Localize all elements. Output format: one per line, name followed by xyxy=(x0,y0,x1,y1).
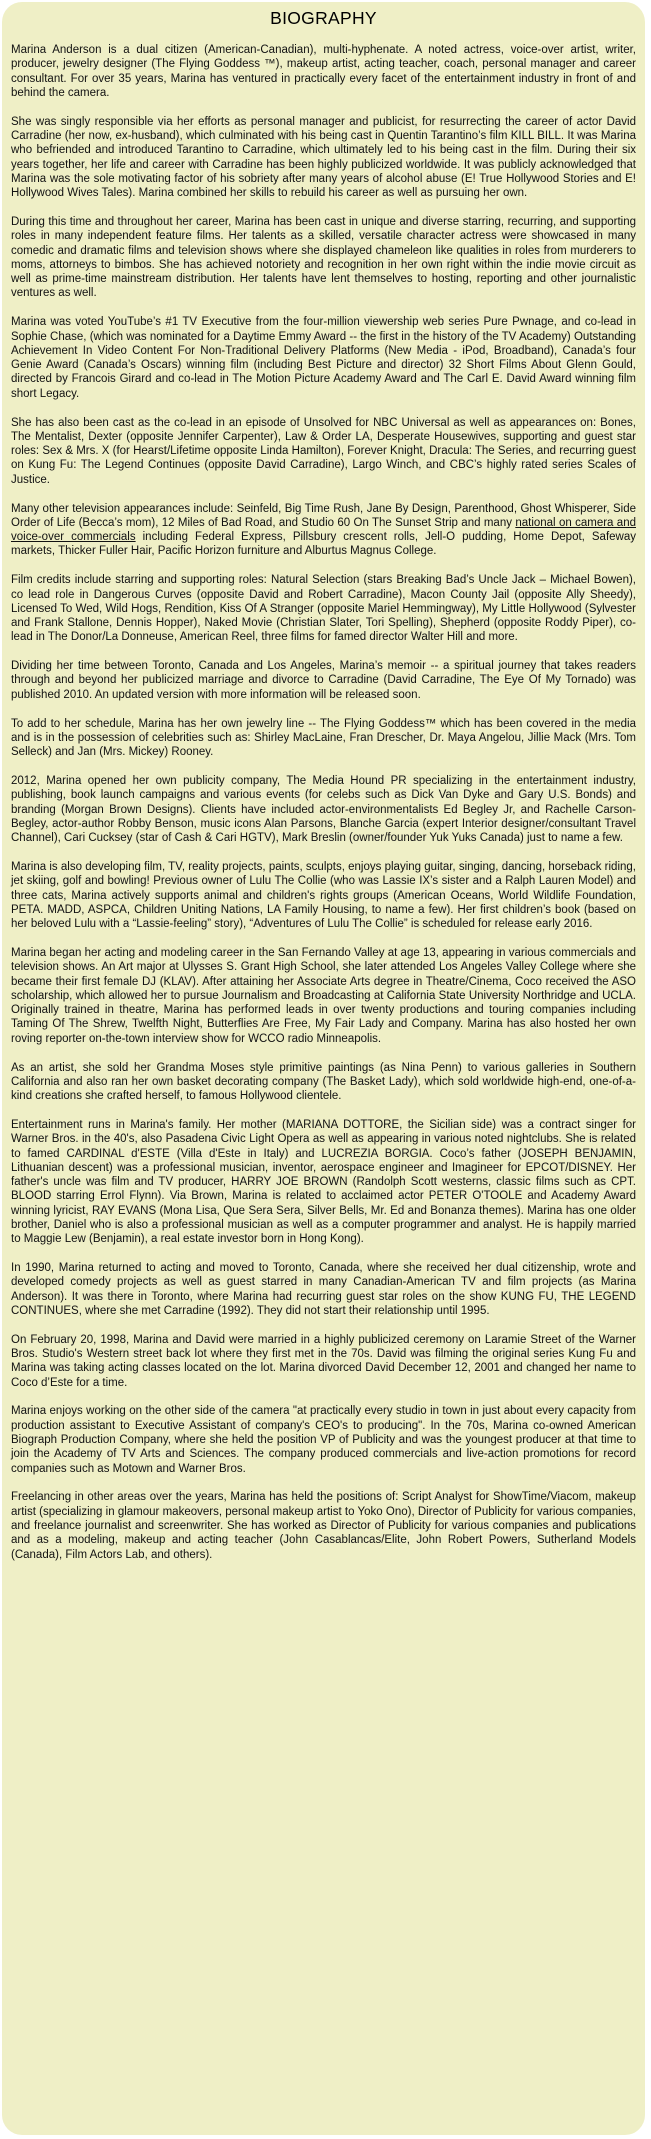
tv-text-after: including Federal Express, Pillsbury crescent rolls, Jell-O pudding, Home Depot, Safeway markets, Thicker Fuller Hair, Pacific Horizon furniture and Alburtus Magnus College. xyxy=(11,531,636,558)
tv-text-before: Many other television appearances include: Seinfeld, Big Time Rush, Jane By Design, Parenthood, Ghost Whisperer, Side Order of Life (Becca’s mom), 12 Miles of Bad Road, and Studio 60 On The Sunset Strip and many xyxy=(11,502,636,529)
bio-paragraph-television xyxy=(11,502,636,559)
biography-body xyxy=(11,43,636,1562)
bio-paragraph-marriage: On February 20, 1998, Marina and David were married in a highly publicized ceremony on Laramie Street of the Warner Bros. Studio's Western street back lot where they first met in the 70s. David was filming the original series Kung Fu and Marina was taking acting classes located on the lot. Marina divorced David December 12, 2001 and changed her name to Coco d’Este for a time. xyxy=(11,1333,636,1389)
bio-paragraph-roles: During this time and throughout her career, Marina has been cast in unique and diverse starring, recurring, and supporting roles in many independent feature films. Her talents as a skilled, versatile character actress were showcased in many comedic and dramatic films and television shows where she displayed chameleon like qualities in roles from murderers to moms, attorneys to bimbos. She has achieved notoriety and recognition in her own right within the indie movie circuit as well as prime-time mainstream distribution. Her talents have lent themselves to hosting, reporting and other journalistic ventures as well. xyxy=(11,215,636,300)
bio-paragraph-awards: Marina was voted YouTube’s #1 TV Executive from the four-million viewership web series Pure Pwnage, and co-lead in Sophie Chase, (which was nominated for a Daytime Emmy Award -- the first in the history of the TV Academy) Outstanding Achievement In Video Content For Non-Traditional Delivery Platforms (New Media - iPod, Broadband), Canada’s four Genie Award (Canada’s Oscars) winning film (including Best Picture and director) 32 Short Films About Glenn Gould, directed by Francois Girard and co-lead in The Motion Picture Academy Award and The Carl E. David Award winning film short Legacy. xyxy=(11,316,636,400)
bio-paragraph-jewelry: To add to her schedule, Marina has her own jewelry line -- The Flying Goddess™ which has been covered in the media and is in the possession of celebrities such as: Shirley MacLaine, Fran Drescher, Dr. Maya Angelou, Jillie Mack (Mrs. Tom Selleck) and Jan (Mrs. Mickey) Rooney. xyxy=(11,717,636,759)
page-title: BIOGRAPHY xyxy=(270,8,377,28)
bio-paragraph-toronto: In 1990, Marina returned to acting and moved to Toronto, Canada, where she received her dual citizenship, wrote and developed comedy projects as well as guest starred in many Canadian-American TV and film projects (as Marina Anderson). It was there in Toronto, where Marina had recurring guest star roles on the show KUNG FU, THE LEGEND CONTINUES, where she met Carradine (1992). They did not start their relationship until 1995. xyxy=(11,1262,636,1317)
bio-paragraph-hobbies: Marina is also developing film, TV, reality projects, paints, sculpts, enjoys playing guitar, singing, dancing, horseback riding, jet skiing, golf and bowling! Previous owner of Lulu The Collie (who was Lassie IX’s sister and a Ralph Lauren Model) and three cats, Marina actively supports animal and children's rights groups (American Oceans, World Wildlife Foundation, PETA. MADD, ASPCA, Children Uniting Nations, LA Family Housing, to name a few). Her first children’s book (based on her beloved Lulu with a “Lassie-feeling” story), “Adventures of Lulu The Collie” is scheduled for release early 2016. xyxy=(11,860,636,931)
bio-paragraph-publicity: 2012, Marina opened her own publicity company, The Media Hound PR specializing in the entertainment industry, publishing, book launch campaigns and various events (for celebs such as Dick Van Dyke and Gary U.S. Bonds) and branding (Morgan Brown Designs). Clients have included actor-environmentalists Ed Begley Jr, and Rachelle Carson-Begley, actor-author Robby Benson, music icons Alan Parsons, Blanche Garcia (expert Interior designer/consultant Travel Channel), Cari Cucksey (star of Cash & Cari HGTV), Mark Breslin (owner/founder Yuk Yuks Canada) just to name a few. xyxy=(11,774,636,845)
biography-panel xyxy=(2,2,645,2135)
bio-paragraph-films: Film credits include starring and supporting roles: Natural Selection (stars Breaking Bad’s Uncle Jack – Michael Bowen), co lead role in Dangerous Curves (opposite David and Robert Carradine), Macon County Jail (opposite Ally Sheedy), Licensed To Wed, Wild Hogs, Rendition, Kiss Of A Stranger (opposite Mariel Hemmingway), My Little Hollywood (Sylvester and Frank Stallone, Dennis Hopper), Naked Movie (Christian Slater, Tori Spelling), Shepherd (opposite Roddy Piper), co-lead in The Donor/La Donneuse, American Reel, three films for famed director Walter Hill and more. xyxy=(11,574,636,644)
commercials-link[interactable]: national on camera and voice-over commercials xyxy=(11,516,636,544)
bio-paragraph-intro: Marina Anderson is a dual citizen (American-Canadian), multi-hyphenate. A noted actress, voice-over artist, writer, producer, jewelry designer (The Flying Goddess ™), makeup artist, acting teacher, coach, personal manager and career consultant. For over 35 years, Marina has ventured in practically every facet of the entertainment industry in front of and behind the camera. xyxy=(11,44,636,99)
bio-paragraph-early-career: Marina began her acting and modeling career in the San Fernando Valley at age 13, appearing in various commercials and television shows. An Art major at Ulysses S. Grant High School, she later attended Los Angeles Valley College where she became their first female DJ (KLAV). After attaining her Associate Arts degree in Theatre/Cinema, Coco received the ASO scholarship, which allowed her to pursue Journalism and Broadcasting at California State University Northridge and UCLA. Originally trained in theatre, Marina has performed leads in over twenty productions and touring companies including Taming Of The Shrew, Twelfth Night, Butterflies Are Free, My Fair Lady and Company. Marina has also hosted her own roving reporter on-the-town interview show for WCCO radio Minneapolis. xyxy=(11,946,636,1045)
bio-paragraph-carradine: She was singly responsible via her efforts as personal manager and publicist, for resurrecting the career of actor David Carradine (her now, ex-husband), which culminated with his being cast in Quentin Tarantino’s film KILL BILL. It was Marina who befriended and introduced Tarantino to Carradine, which ultimately led to his being cast in the film. During their six years together, her life and career with Carradine has been highly publicized worldwide. It was publicly acknowledged that Marina was the sole motivating factor of his sobriety after many years of alcohol abuse (E! True Hollywood Stories and E! Hollywood Wives Tales). Marina combined her skills to rebuild his career as well as pursuing her own. xyxy=(11,115,636,200)
bio-paragraph-behind-camera: Marina enjoys working on the other side of the camera "at practically every studio in town in just about every capacity from production assistant to Executive Assistant of company's CEO's to producing". In the 70s, Marina co-owned American Biograph Production Company, where she held the position VP of Publicity and was the youngest producer at that time to join the Academy of TV Arts and Sciences. The company produced commercials and live-action promotions for record companies such as Motown and Warner Bros. xyxy=(11,1405,636,1475)
bio-paragraph-artist: As an artist, she sold her Grandma Moses style primitive paintings (as Nina Penn) to various galleries in Southern California and also ran her own basket decorating company (The Basket Lady), which sold worldwide high-end, one-of-a-kind creations she crafted herself, to famous Hollywood clientele. xyxy=(11,1061,636,1103)
bio-paragraph-freelancing: Freelancing in other areas over the years, Marina has held the positions of: Script Analyst for ShowTime/Viacom, makeup artist (specializing in glamour makeovers, personal makeup artist to Yoko Ono), Director of Publicity for various companies, and freelance journalist and screenwriter. She has worked as Director of Publicity for various companies and publications and as a modeling, makeup and acting teacher (John Casablancas/Elite, John Robert Powers, Sutherland Models (Canada), Film Actors Lab, and others). xyxy=(11,1491,636,1561)
bio-paragraph-memoir: Dividing her time between Toronto, Canada and Los Angeles, Marina’s memoir -- a spiritual journey that takes readers through and beyond her publicized marriage and divorce to Carradine (David Carradine, The Eye Of My Tornado) was published 2010. An updated version with more information will be released soon. xyxy=(11,660,636,701)
bio-paragraph-episodes: She has also been cast as the co-lead in an episode of Unsolved for NBC Universal as well as appearances on: Bones, The Mentalist, Dexter (opposite Jennifer Carpenter), Law & Order LA, Desperate Housewives, supporting and guest star roles: Sex & Mrs. X (for Hearst/Lifetime opposite Linda Hamilton), Forever Knight, Dracula: The Series, and recurring guest on Kung Fu: The Legend Continues (opposite David Carradine), Largo Winch, and CBC’s highly rated series Scales of Justice. xyxy=(11,416,636,486)
bio-paragraph-family: Entertainment runs in Marina's family. Her mother (MARIANA DOTTORE, the Sicilian side) was a contract singer for Warner Bros. in the 40's, also Pasadena Civic Light Opera as well as appearing in various noted nightclubs. She is related to famed CARDINAL d'ESTE (Villa d'Este in Italy) and LUCREZIA BORGIA. Coco’s father (JOSEPH BENJAMIN, Lithuanian descent) was a professional musician, inventor, aerospace engineer and Imagineer for EPCOT/DISNEY. Her father's uncle was film and TV producer, HARRY JOE BROWN (Randolph Scott westerns, classic films such as CPT. BLOOD starring Errol Flynn). Via Brown, Marina is related to acclaimed actor PETER O'TOOLE and Academy Award winning lyricist, RAY EVANS (Mona Lisa, Que Sera Sera, Silver Bells, Mr. Ed and Bonanza themes). Marina has one older brother, Daniel who is also a professional musician as well as a computer programmer and analyst. He is happily married to Maggie Lew (Benjamin), a real estate investor born in Hong Kong). xyxy=(11,1118,636,1246)
